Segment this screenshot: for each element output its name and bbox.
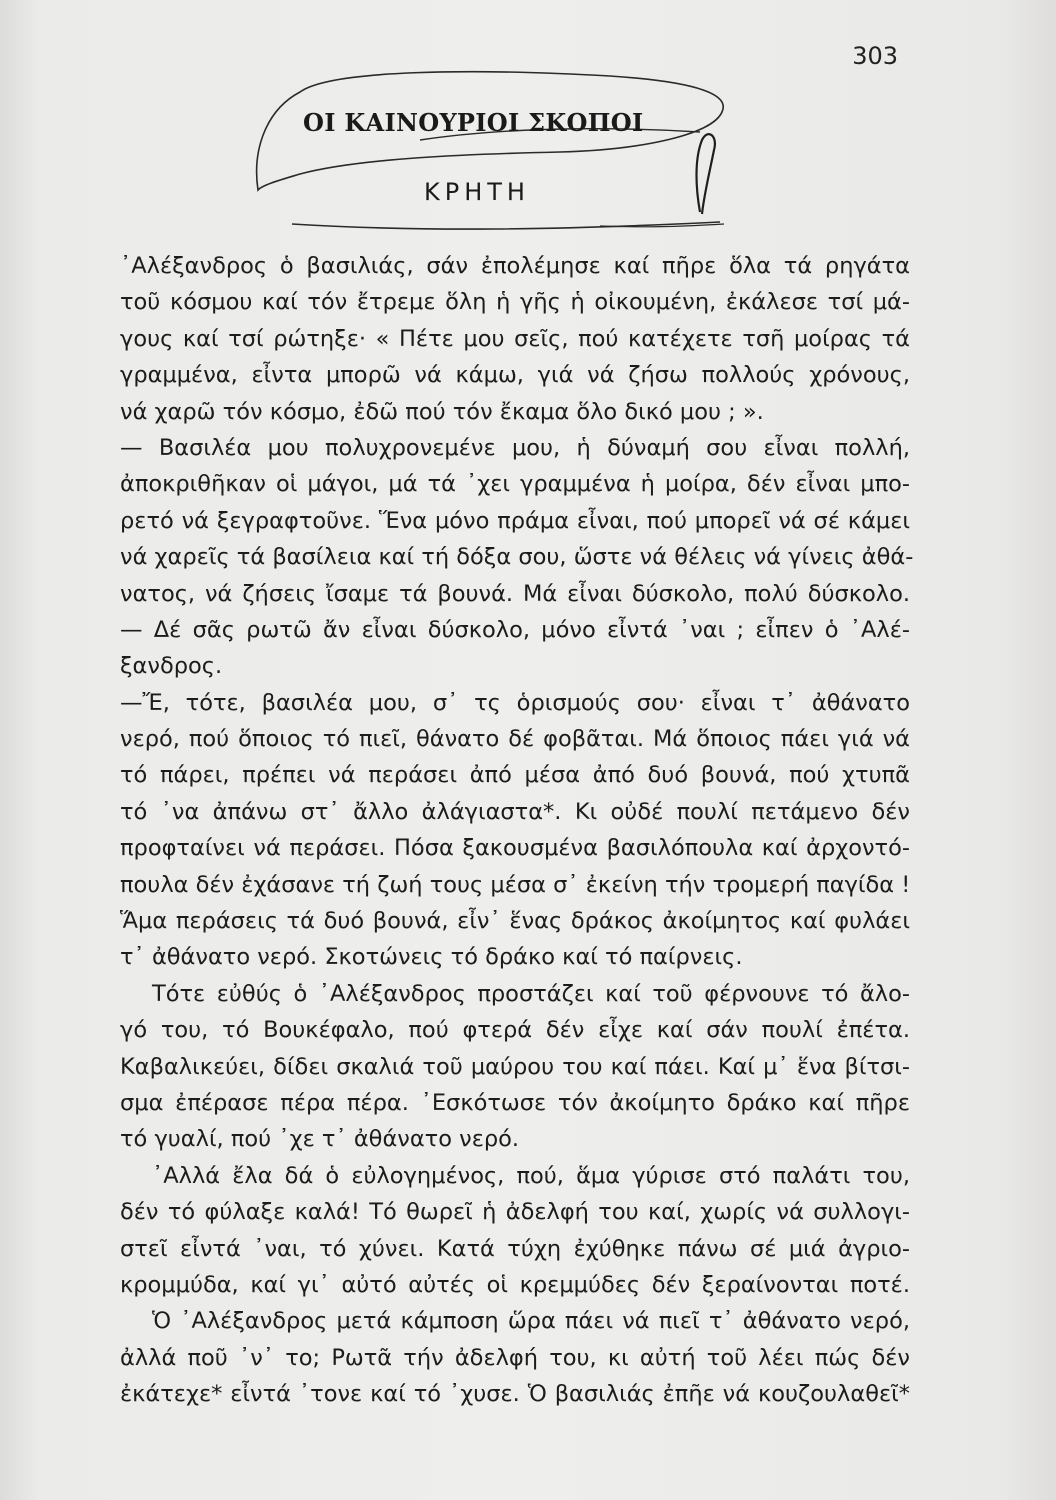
text-line: τό ᾽να ἀπάνω στ᾽ ἄλλο ἀλάγιαστα*. Κι οὐδέ πουλί πετάμενο δέν	[120, 798, 910, 825]
text-line: νά χαρῶ τόν κόσμο, ἐδῶ πού τόν ἔκαμα ὅλο δικό μου ; ».	[120, 398, 764, 425]
text-line: Ἅμα περάσεις τά δυό βουνά, εἶν᾽ ἕνας δράκος ἀκοίμητος καί φυλάει	[120, 908, 910, 935]
text-line: — Δέ σᾶς ρωτῶ ἄν εἶναι δύσκολο, μόνο εἶντά ᾽ναι ; εἶπεν ὁ ᾿Αλέ-	[120, 616, 910, 643]
text-line: γους καί τσί ρώτηξε· « Πέτε μου σεῖς, πού κατέχετε τσῆ μοίρας τά	[120, 325, 910, 352]
section-title: ΟΙ ΚΑΙΝΟΥΡΙΟΙ ΣΚΟΠΟΙ	[303, 108, 644, 137]
text-line: γραμμένα, εἶντα μπορῶ νά κάμω, γιά νά ζήσω πολλούς χρόνους,	[120, 362, 910, 389]
text-line: ξανδρος.	[120, 653, 223, 680]
text-line: κρομμύδα, καί γι᾽ αὐτό αὐτές οἱ κρεμμύδες δέν ξεραίνονται ποτέ.	[120, 1271, 910, 1298]
body-text	[120, 248, 914, 1413]
text-line: Τότε εὐθύς ὁ ᾿Αλέξανδρος προστάζει καί τοῦ φέρνουνε τό ἄλο-	[152, 980, 910, 1007]
text-line: ᾿Αλλά ἔλα δά ὁ εὐλογημένος, πού, ἅμα γύρισε στό παλάτι του,	[152, 1162, 910, 1189]
text-line: ρετό νά ξεγραφτοῦνε. Ἕνα μόνο πράμα εἶναι, πού μπορεῖ νά σέ κάμει	[120, 507, 910, 534]
text-line: Καβαλικεύει, δίδει σκαλιά τοῦ μαύρου του καί πάει. Καί μ᾽ ἕνα βίτσι-	[120, 1053, 910, 1080]
text-line: προφταίνει νά περάσει. Πόσα ξακουσμένα βασιλόπουλα καί ἀρχοντό-	[120, 835, 910, 862]
text-line: νερό, πού ὅποιος τό πιεῖ, θάνατο δέ φοβᾶται. Μά ὅποιος πάει γιά νά	[120, 726, 910, 753]
pen-hook-mark	[697, 134, 715, 214]
text-line: Ὁ ᾿Αλέξανδρος μετά κάμποση ὥρα πάει νά πιεῖ τ᾽ ἀθάνατο νερό,	[152, 1308, 910, 1335]
text-line: γό του, τό Βουκέφαλο, πού φτερά δέν εἶχε καί σάν πουλί ἐπέτα.	[120, 1017, 910, 1044]
text-line: τοῦ κόσμου καί τόν ἔτρεμε ὅλη ἡ γῆς ἡ οἰκουμένη, ἐκάλεσε τσί μά-	[120, 289, 910, 316]
text-line: ᾿Αλέξανδρος ὁ βασιλιάς, σάν ἐπολέμησε καί πῆρε ὅλα τά ρηγάτα	[120, 253, 910, 279]
text-line: στεῖ εἶντά ᾽ναι, τό χύνει. Κατά τύχη ἐχύθηκε πάνω σέ μιά ἀγριο-	[120, 1235, 910, 1262]
text-line: τό πάρει, πρέπει νά περάσει ἀπό μέσα ἀπό δυό βουνά, πού χτυπᾶ	[120, 762, 910, 789]
pen-underline-mark	[292, 222, 720, 229]
text-line: πουλα δέν ἐχάσανε τή ζωή τους μέσα σ᾽ ἐκείνη τήν τρομερή παγίδα !	[120, 871, 911, 898]
text-line: σμα ἐπέρασε πέρα πέρα. ᾿Εσκότωσε τόν ἀκοίμητο δράκο καί πῆρε	[120, 1089, 910, 1116]
text-line: τ᾽ ἀθάνατο νερό. Σκοτώνεις τό δράκο καί τό παίρνεις.	[120, 944, 743, 971]
text-line: τό γυαλί, πού ᾽χε τ᾽ ἀθάνατο νερό.	[120, 1126, 520, 1153]
text-line: ἀλλά ποῦ ᾽ν᾽ το; Ρωτᾶ τήν ἀδελφή του, κι αὐτή τοῦ λέει πώς δέν	[120, 1344, 910, 1371]
text-line: —Ἔ, τότε, βασιλέα μου, σ᾽ τς ὁρισμούς σου· εἶναι τ᾽ ἀθάνατο	[120, 689, 910, 716]
text-line: νατος, νά ζήσεις ἴσαμε τά βουνά. Μά εἶναι δύσκολο, πολύ δύσκολο.	[120, 580, 910, 607]
pen-tail-mark	[600, 224, 724, 227]
text-line: δέν τό φύλαξε καλά! Τό θωρεῖ ἡ ἀδελφή του καί, χωρίς νά συλλογι-	[120, 1199, 910, 1226]
section-subtitle: ΚΡΗΤΗ	[424, 178, 530, 206]
page-number: 303	[852, 42, 898, 70]
text-line: ἐκάτεχε* εἶντά ᾽τονε καί τό ᾽χυσε. Ὁ βασιλιάς ἐπῆε νά κουζουλαθεῖ*	[120, 1381, 910, 1408]
text-line: — Βασιλέα μου πολυχρονεμένε μου, ἡ δύναμή σου εἶναι πολλή,	[120, 434, 910, 461]
text-line: ἀποκριθῆκαν οἱ μάγοι, μά τά ᾽χει γραμμένα ἡ μοίρα, δέν εἶναι μπο-	[120, 471, 910, 498]
text-line: νά χαρεῖς τά βασίλεια καί τή δόξα σου, ὥστε νά θέλεις νά γίνεις ἀθά-	[120, 544, 914, 571]
